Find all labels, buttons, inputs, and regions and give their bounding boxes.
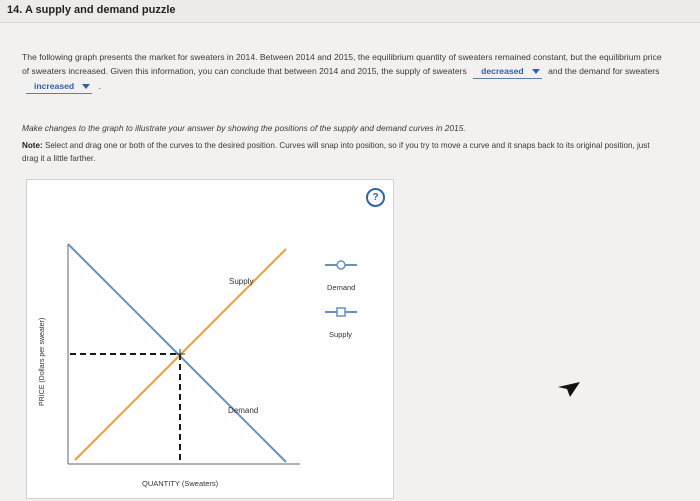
legend-supply-label: Supply xyxy=(329,330,352,339)
question-line: The following graph presents the market for sweaters in 2014. Between 2014 and 2015, the equilibrium quantity of sweaters remained constant, but the equilibrium price of sweaters increased. Given this information, you can conclude that between 2014 and 2015, the supply of sweaters xyxy=(22,52,662,76)
legend-demand-label: Demand xyxy=(327,283,356,292)
demand-change-value: increased xyxy=(34,81,75,91)
instructions: Make changes to the graph to illustrate your answer by showing the positions of the supply and demand curves in 2015. xyxy=(22,123,466,133)
y-axis-label: PRICE (Dollars per sweater) xyxy=(39,317,46,406)
note-label: Note: xyxy=(22,141,43,150)
question-end: . xyxy=(98,81,101,91)
note-text: Select and drag one or both of the curves to the desired position. Curves will snap into position, so if you try to move a curve and it snaps back to its original position, just drag it a little farther. xyxy=(22,141,650,163)
square-marker-icon xyxy=(337,308,345,316)
legend-demand-tool[interactable] xyxy=(325,261,357,269)
x-axis-label: QUANTITY (Sweaters) xyxy=(142,479,219,488)
question-mid: and the demand for sweaters xyxy=(548,66,660,76)
legend-supply-tool[interactable] xyxy=(325,308,357,316)
help-icon[interactable]: ? xyxy=(366,188,385,207)
supply-change-value: decreased xyxy=(481,66,524,76)
demand-curve-label: Demand xyxy=(228,406,259,415)
mouse-pointer-icon xyxy=(556,376,582,398)
question-title: 14. A supply and demand puzzle xyxy=(7,4,176,16)
circle-marker-icon xyxy=(337,261,345,269)
supply-curve-label: Supply xyxy=(229,277,254,286)
